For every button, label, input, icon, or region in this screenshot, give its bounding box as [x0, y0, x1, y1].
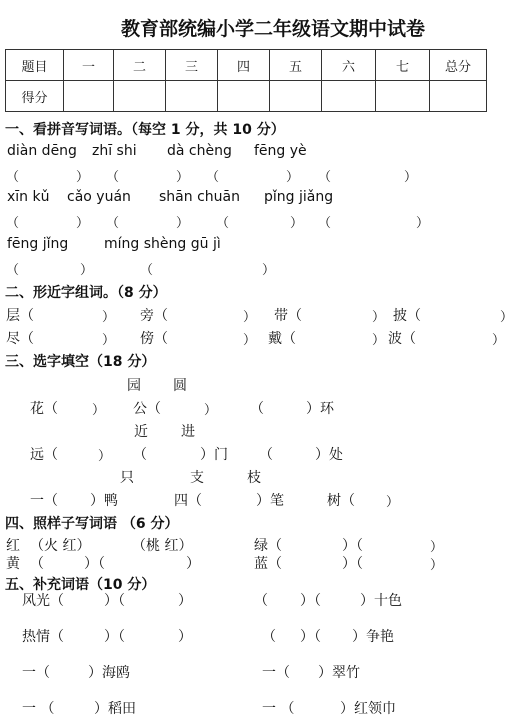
fill-prompt: 树（	[327, 493, 355, 509]
quantifier-prompt: 一 （	[262, 701, 295, 717]
score-header-cell: 五	[270, 50, 322, 81]
write-prompt: ）（	[84, 556, 105, 572]
choice-char: 圆	[173, 378, 187, 394]
answer-blank-close[interactable]: ）	[372, 333, 386, 348]
score-row-label: 得分	[6, 81, 64, 112]
answer-blank-close[interactable]: ）	[286, 170, 300, 185]
near-char-prompt: 层（	[6, 308, 34, 324]
score-table-score-row	[6, 81, 487, 112]
answer-blank-close[interactable]: ）	[404, 170, 418, 185]
idiom-prompt: ）	[178, 629, 192, 645]
score-header-cell: 六	[322, 50, 376, 81]
answer-blank-open[interactable]: （	[206, 170, 220, 185]
section-4-heading: 四、照样子写词语 （6 分）	[5, 516, 179, 532]
answer-blank-close[interactable]: ）	[80, 263, 94, 278]
score-table-header-row	[6, 50, 487, 81]
pinyin-word: fēng jǐng	[7, 236, 69, 252]
answer-blank-close[interactable]: ）	[102, 333, 116, 348]
score-header-cell: 总分	[430, 50, 487, 81]
answer-blank-close[interactable]: ）	[176, 216, 190, 231]
pinyin-word: fēng yè	[254, 143, 307, 159]
answer-blank-close[interactable]: ）	[243, 333, 257, 348]
idiom-prompt: ）十色	[360, 593, 402, 609]
near-char-prompt: 带（	[274, 308, 302, 324]
score-cell[interactable]	[430, 81, 487, 112]
quantifier-prompt: 一 （	[22, 701, 55, 717]
choice-char: 枝	[247, 470, 261, 486]
near-char-prompt: 傍（	[140, 331, 168, 347]
idiom-prompt: 风光（	[22, 593, 64, 609]
idiom-prompt: ）（	[104, 629, 125, 645]
exam-title: 教育部统编小学二年级语文期中试卷	[120, 18, 425, 40]
score-header-cell: 四	[218, 50, 270, 81]
answer-blank-close[interactable]: ）	[386, 495, 400, 510]
choice-char: 园	[127, 378, 141, 394]
fill-prompt: （	[259, 447, 273, 463]
idiom-prompt: 热情（	[22, 629, 64, 645]
write-prompt: 绿（	[254, 538, 282, 554]
near-char-prompt: 披（	[393, 308, 421, 324]
answer-blank-close[interactable]: ）	[492, 333, 506, 348]
near-char-prompt: 尽（	[6, 331, 34, 347]
answer-blank-close[interactable]: ）	[290, 216, 304, 231]
answer-blank-close[interactable]: ）	[204, 403, 218, 418]
pinyin-word: cǎo yuán	[67, 189, 131, 205]
write-prompt: ）（	[342, 538, 363, 554]
fill-prompt: ）笔	[256, 493, 284, 509]
fill-prompt: 一（	[30, 493, 58, 509]
idiom-prompt: ）争艳	[352, 629, 394, 645]
answer-blank-open[interactable]: （	[106, 170, 120, 185]
score-header-cell: 一	[64, 50, 114, 81]
answer-blank-close[interactable]: ）	[76, 170, 90, 185]
quantifier-prompt: 一（	[262, 665, 290, 681]
fill-prompt: ）门	[200, 447, 228, 463]
score-header-cell: 题目	[6, 50, 64, 81]
score-cell[interactable]	[166, 81, 218, 112]
answer-blank-close[interactable]: ）	[102, 310, 116, 325]
fill-prompt: ）处	[315, 447, 343, 463]
idiom-prompt: ）（	[300, 593, 321, 609]
idiom-prompt: ）	[178, 593, 192, 609]
fill-prompt: 花（	[30, 401, 58, 417]
fill-prompt: （	[133, 447, 147, 463]
choice-char: 近	[134, 424, 148, 440]
answer-blank-close[interactable]: ）	[500, 310, 514, 325]
section-2-heading: 二、形近字组词。（8 分）	[5, 285, 167, 301]
idiom-prompt: ）（	[104, 593, 125, 609]
idiom-prompt: ）（	[300, 629, 321, 645]
score-header-cell: 七	[376, 50, 430, 81]
answer-blank-close[interactable]: ）	[243, 310, 257, 325]
section-5-heading: 五、补充词语（10 分）	[5, 577, 156, 593]
pinyin-word: shān chuān	[159, 189, 240, 205]
answer-blank-open[interactable]: （	[6, 216, 20, 231]
near-char-prompt: 戴（	[268, 331, 296, 347]
example-word: （桃 红）	[132, 538, 193, 554]
example-word: （火 红）	[30, 538, 91, 554]
section-1-heading: 一、看拼音写词语。（每空 1 分，共 10 分）	[5, 122, 285, 138]
answer-blank-open[interactable]: （	[140, 263, 154, 278]
answer-blank-open[interactable]: （	[6, 170, 20, 185]
choice-char: 进	[181, 424, 195, 440]
score-header-cell: 三	[166, 50, 218, 81]
write-prompt: ）（	[342, 556, 363, 572]
write-prompt: 蓝（	[254, 556, 282, 572]
answer-blank-close[interactable]: ）	[416, 216, 430, 231]
pinyin-word: pǐng jiǎng	[264, 189, 334, 205]
score-table	[5, 49, 487, 112]
answer-blank-close[interactable]: ）	[262, 263, 276, 278]
score-cell[interactable]	[114, 81, 166, 112]
quantifier-prompt: ）海鸥	[88, 665, 130, 681]
answer-blank-open[interactable]: （	[318, 170, 332, 185]
answer-blank-close[interactable]: ）	[372, 310, 386, 325]
score-cell[interactable]	[322, 81, 376, 112]
answer-blank-open[interactable]: （	[6, 263, 20, 278]
quantifier-prompt: ）红领巾	[340, 701, 396, 717]
score-cell[interactable]	[376, 81, 430, 112]
example-char: 红	[6, 538, 20, 554]
near-char-prompt: 旁（	[140, 308, 168, 324]
idiom-prompt: （	[254, 593, 268, 609]
score-cell[interactable]	[270, 81, 322, 112]
fill-prompt: ）鸭	[90, 493, 118, 509]
quantifier-prompt: 一（	[22, 665, 50, 681]
answer-blank-close[interactable]: ）	[176, 170, 190, 185]
fill-prompt: 四（	[174, 493, 202, 509]
answer-blank-close[interactable]: ）	[430, 558, 444, 573]
pinyin-word: zhī shi	[92, 143, 137, 159]
quantifier-prompt: ）翠竹	[318, 665, 360, 681]
fill-prompt: 远（	[30, 447, 58, 463]
quantifier-prompt: ）稻田	[94, 701, 136, 717]
pinyin-word: xīn kǔ	[7, 189, 50, 205]
write-prompt: （	[30, 556, 44, 572]
section-3-heading: 三、选字填空（18 分）	[5, 354, 156, 370]
answer-blank-open[interactable]: （	[216, 216, 230, 231]
fill-prompt: （	[250, 401, 264, 417]
answer-blank-close[interactable]: ）	[430, 540, 444, 555]
fill-prompt: 公（	[133, 401, 161, 417]
write-prompt: ）	[186, 556, 200, 572]
pinyin-word: dà chèng	[167, 143, 232, 159]
choice-char: 支	[190, 470, 204, 486]
answer-blank-close[interactable]: ）	[92, 403, 106, 418]
answer-blank-close[interactable]: ）	[76, 216, 90, 231]
idiom-prompt: （	[262, 629, 276, 645]
pinyin-word: míng shèng gū jì	[104, 236, 221, 252]
score-header-cell: 二	[114, 50, 166, 81]
choice-char: 只	[120, 470, 134, 486]
pinyin-word: diàn dēng	[7, 143, 77, 159]
answer-blank-open[interactable]: （	[106, 216, 120, 231]
answer-blank-open[interactable]: （	[318, 216, 332, 231]
score-cell[interactable]	[218, 81, 270, 112]
score-cell[interactable]	[64, 81, 114, 112]
example-char: 黄	[6, 556, 20, 572]
fill-prompt: ）环	[306, 401, 334, 417]
answer-blank-close[interactable]: ）	[98, 449, 112, 464]
near-char-prompt: 波（	[388, 331, 416, 347]
